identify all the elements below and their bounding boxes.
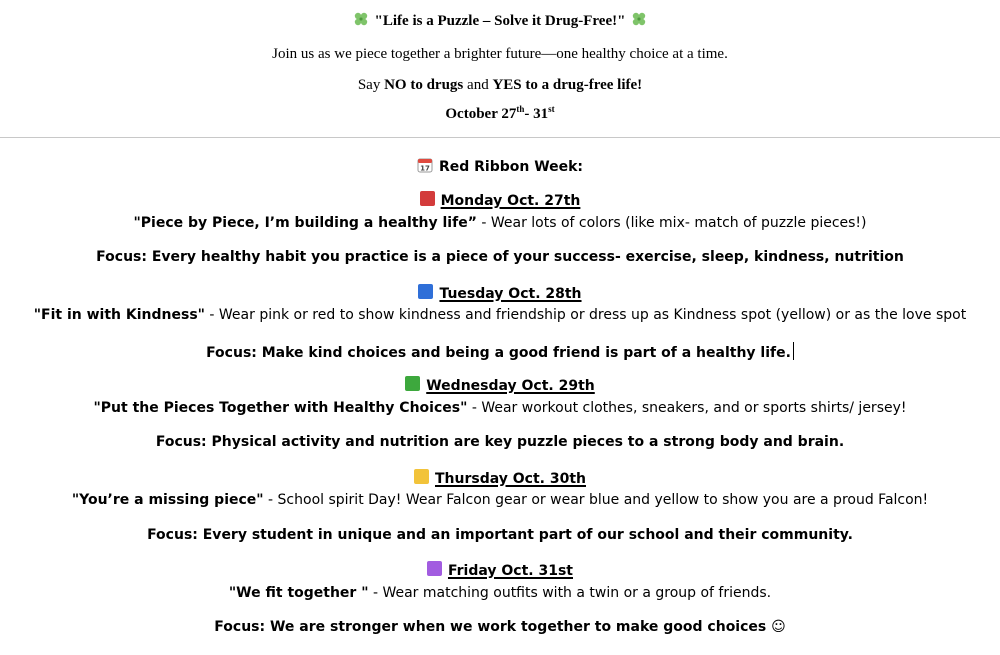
dress-text: - Wear matching outfits with a twin or a group of friends. bbox=[368, 585, 772, 601]
dress-text: - School spirit Day! Wear Falcon gear or wear blue and yellow to show you are a proud Falcon! bbox=[263, 492, 929, 508]
subtitle: Join us as we piece together a brighter future—one healthy choice at a time. bbox=[272, 46, 728, 62]
calendar-icon bbox=[417, 157, 433, 173]
date-start-suffix: th bbox=[516, 104, 525, 114]
day-heading-text: Wednesday Oct. 29th bbox=[426, 378, 595, 394]
slogan-and: and bbox=[463, 77, 493, 93]
dress-text: - Wear workout clothes, sneakers, and or sports shirts/ jersey! bbox=[467, 400, 907, 416]
svg-text:17: 17 bbox=[420, 164, 430, 173]
theme-text: "You’re a missing piece" bbox=[71, 492, 264, 508]
day-focus-monday: Focus: Every healthy habit you practice is a piece of your success- exercise, sleep, kindness, nutrition bbox=[96, 249, 904, 265]
purple-square-icon bbox=[427, 561, 442, 576]
divider bbox=[0, 137, 1000, 138]
text-cursor bbox=[793, 342, 794, 360]
day-focus-thursday: Focus: Every student in unique and an important part of our school and their community. bbox=[147, 527, 853, 543]
focus-text: Focus: Make kind choices and being a good friend is part of a healthy life. bbox=[206, 345, 791, 361]
day-heading-tuesday bbox=[0, 284, 1000, 302]
event-title-text: Red Ribbon Week: bbox=[438, 159, 584, 175]
slogan-yes: YES to a drug-free life! bbox=[492, 77, 643, 93]
day-heading-text: Tuesday Oct. 28th bbox=[439, 286, 582, 302]
slogan-no: NO to drugs bbox=[384, 77, 464, 93]
yellow-square-icon bbox=[414, 469, 429, 484]
day-focus-tuesday[interactable] bbox=[0, 342, 1000, 361]
puzzle-piece-icon bbox=[353, 11, 369, 27]
day-focus-friday: Focus: We are stronger when we work together to make good choices ☺ bbox=[214, 619, 786, 635]
day-theme-friday bbox=[0, 585, 1000, 601]
day-heading-monday bbox=[0, 191, 1000, 209]
day-theme-monday bbox=[0, 215, 1000, 231]
event-title bbox=[0, 157, 1000, 175]
green-square-icon bbox=[405, 376, 420, 391]
date-separator: - 31 bbox=[524, 106, 549, 122]
theme-text: "Piece by Piece, I’m building a healthy life” bbox=[133, 215, 477, 231]
date-end-suffix: st bbox=[548, 104, 555, 114]
theme-text: "Put the Pieces Together with Healthy Choices" bbox=[93, 400, 468, 416]
day-heading-wednesday bbox=[0, 376, 1000, 394]
page-title bbox=[0, 11, 1000, 30]
day-heading-text: Friday Oct. 31st bbox=[447, 563, 573, 579]
day-heading-friday bbox=[0, 561, 1000, 579]
puzzle-piece-icon bbox=[631, 11, 647, 27]
theme-text: "Fit in with Kindness" bbox=[33, 307, 205, 323]
dress-text: - Wear lots of colors (like mix- match of puzzle pieces!) bbox=[476, 215, 867, 231]
day-theme-wednesday bbox=[0, 400, 1000, 416]
day-heading-text: Thursday Oct. 30th bbox=[435, 471, 586, 487]
blue-square-icon bbox=[418, 284, 433, 299]
red-square-icon bbox=[420, 191, 435, 206]
title-text: "Life is a Puzzle – Solve it Drug-Free!" bbox=[374, 13, 626, 29]
day-theme-thursday bbox=[0, 492, 1000, 508]
theme-text: "We fit together " bbox=[228, 585, 369, 601]
day-focus-wednesday: Focus: Physical activity and nutrition are key puzzle pieces to a strong body and brain. bbox=[155, 434, 845, 450]
slogan-prefix: Say bbox=[357, 77, 385, 93]
event-dates bbox=[0, 106, 1000, 123]
day-heading-thursday bbox=[0, 469, 1000, 487]
dress-text: - Wear pink or red to show kindness and friendship or dress up as Kindness spot (yellow) or as the love spot bbox=[204, 307, 967, 323]
day-heading-text: Monday Oct. 27th bbox=[440, 193, 581, 209]
day-theme-tuesday bbox=[0, 307, 1000, 323]
date-start: October 27 bbox=[445, 106, 517, 122]
slogan bbox=[0, 77, 1000, 94]
